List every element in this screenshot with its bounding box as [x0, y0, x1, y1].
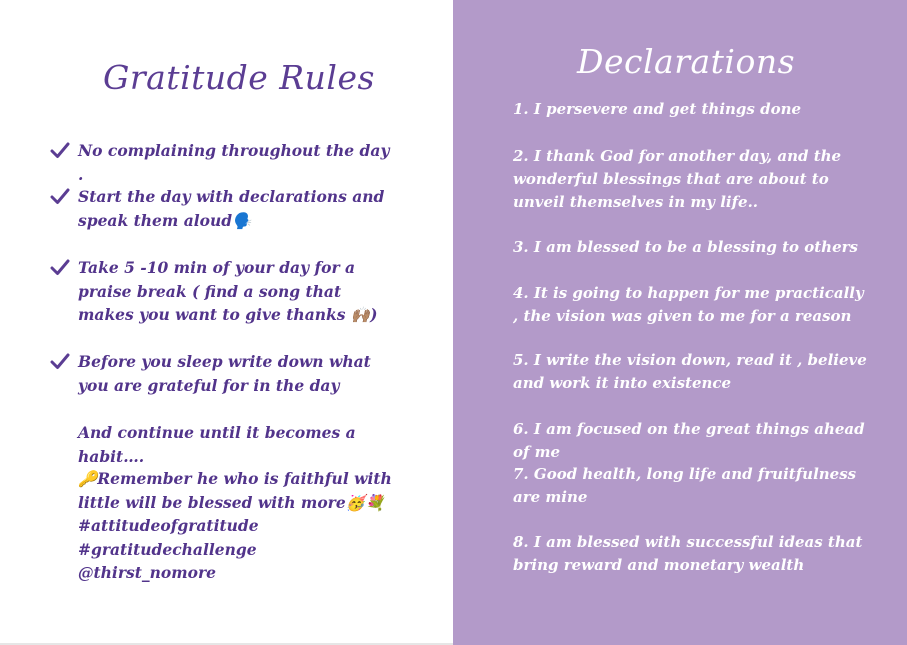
declaration-item: 6. I am focused on the great things ahead of me	[513, 420, 865, 461]
checkmark-icon	[50, 257, 72, 279]
rule-text: Take 5 -10 min of your day for a praise break ( find a song that makes you want to give thanks 🙌🏽)	[78, 258, 378, 324]
declaration-item: 1. I persevere and get things done	[513, 100, 802, 118]
declarations-title: Declarations	[577, 42, 796, 81]
rule-item	[50, 350, 400, 397]
hashtag: #gratitudechallenge	[78, 539, 257, 559]
checkmark-icon	[50, 186, 72, 208]
rule-text: Start the day with declarations and speak them aloud🗣️	[78, 187, 385, 230]
reminder-text: 🔑Remember he who is faithful with little will be blessed with more🥳💐	[78, 469, 392, 512]
declaration-item: 5. I write the vision down, read it , believe and work it into existence	[513, 351, 867, 392]
rule-text: No complaining throughout the day .	[78, 141, 390, 184]
closing-line: And continue until it becomes a habit….	[78, 423, 356, 466]
declaration-item: 2. I thank God for another day, and the wonderful blessings that are about to unveil themselves in my life..	[513, 147, 842, 211]
rule-item	[50, 139, 400, 186]
rule-item	[50, 185, 400, 232]
checkmark-icon	[50, 140, 72, 162]
gratitude-rules-title: Gratitude Rules	[103, 58, 375, 97]
declaration-item: 7. Good health, long life and fruitfulness are mine	[513, 465, 857, 506]
handle: @thirst_nomore	[78, 563, 216, 582]
hashtag: #attitudeofgratitude	[78, 516, 259, 535]
declaration-item: 8. I am blessed with successful ideas that bring reward and monetary wealth	[513, 533, 863, 574]
rule-item	[50, 256, 400, 327]
declaration-item: 3. I am blessed to be a blessing to others	[513, 238, 858, 256]
declaration-item: 4. It is going to happen for me practically , the vision was given to me for a reason	[513, 284, 864, 325]
rule-text: Before you sleep write down what you are grateful for in the day	[78, 352, 371, 395]
checkmark-icon	[50, 351, 72, 373]
closing-block	[78, 467, 408, 585]
